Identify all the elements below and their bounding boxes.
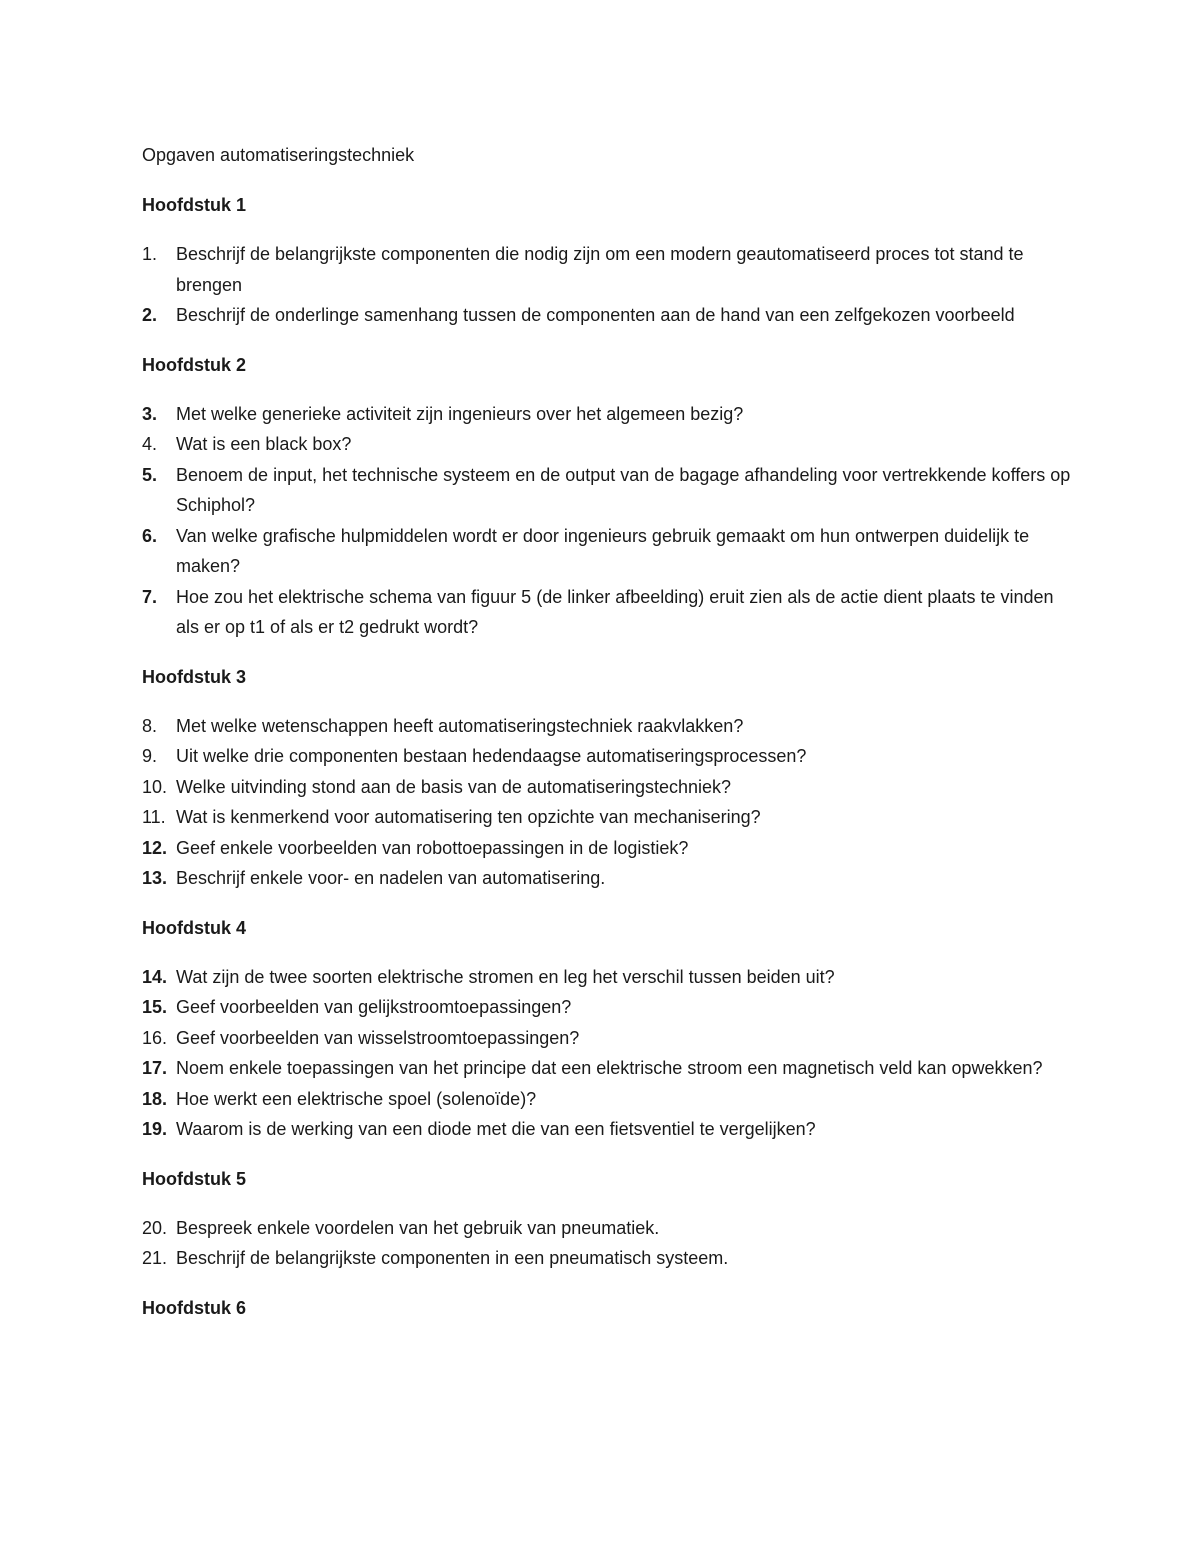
question-item	[142, 741, 1072, 772]
question-number: 1.	[142, 244, 158, 264]
question-number: 4.	[142, 434, 158, 454]
question-item	[142, 239, 1072, 300]
document-title: Opgaven automatiseringstechniek	[142, 145, 415, 165]
question-item	[142, 1084, 1072, 1115]
question-number: 18.	[142, 1088, 168, 1109]
question-item	[142, 863, 1072, 894]
chapter-section	[142, 1293, 1072, 1323]
chapters-container	[142, 190, 1072, 1323]
document-page	[142, 140, 1072, 1342]
question-text: Geef voorbeelden van wisselstroomtoepassingen?	[176, 1027, 580, 1048]
question-item	[142, 300, 1072, 331]
question-item	[142, 1243, 1072, 1274]
chapter-section	[142, 350, 1072, 643]
question-number: 7.	[142, 586, 158, 607]
question-text: Wat is een black box?	[176, 434, 352, 454]
chapter-section	[142, 190, 1072, 331]
question-item	[142, 429, 1072, 460]
chapter-heading: Hoofdstuk 3	[142, 666, 247, 687]
question-item	[142, 460, 1072, 521]
question-text: Beschrijf de belangrijkste componenten in een pneumatisch systeem.	[176, 1248, 729, 1268]
question-item	[142, 1053, 1072, 1084]
question-text: Van welke grafische hulpmiddelen wordt er door ingenieurs gebruik gemaakt om hun ontwerpen duidelijk te maken?	[176, 525, 1030, 576]
question-text: Met welke wetenschappen heeft automatiseringstechniek raakvlakken?	[176, 715, 744, 736]
question-text: Wat zijn de twee soorten elektrische stromen en leg het verschil tussen beiden uit?	[176, 966, 835, 987]
question-text: Met welke generieke activiteit zijn ingenieurs over het algemeen bezig?	[176, 403, 744, 424]
question-list	[142, 711, 1072, 894]
question-number: 2.	[142, 305, 158, 325]
question-list	[142, 962, 1072, 1145]
question-number: 21.	[142, 1248, 168, 1268]
question-text: Geef voorbeelden van gelijkstroomtoepassingen?	[176, 997, 572, 1017]
question-number: 11.	[142, 807, 166, 827]
question-number: 14.	[142, 966, 168, 987]
question-number: 3.	[142, 403, 158, 424]
question-number: 13.	[142, 868, 168, 888]
question-number: 10.	[142, 776, 168, 797]
question-number: 9.	[142, 746, 158, 766]
question-number: 17.	[142, 1058, 168, 1078]
question-text: Beschrijf de belangrijkste componenten die nodig zijn om een modern geautomatiseerd proces tot stand te brengen	[176, 244, 1024, 295]
question-item	[142, 833, 1072, 864]
question-text: Geef enkele voorbeelden van robottoepassingen in de logistiek?	[176, 837, 689, 858]
chapter-section	[142, 913, 1072, 1145]
chapter-heading: Hoofdstuk 2	[142, 354, 247, 375]
question-item	[142, 399, 1072, 430]
chapter-heading: Hoofdstuk 4	[142, 917, 247, 938]
question-number: 6.	[142, 525, 158, 546]
question-text: Welke uitvinding stond aan de basis van de automatiseringstechniek?	[176, 776, 732, 797]
question-item	[142, 1114, 1072, 1145]
chapter-heading: Hoofdstuk 6	[142, 1297, 247, 1318]
question-text: Noem enkele toepassingen van het principe dat een elektrische stroom een magnetisch veld kan opwekken?	[176, 1058, 1043, 1078]
chapter-section	[142, 1164, 1072, 1274]
question-text: Bespreek enkele voordelen van het gebruik van pneumatiek.	[176, 1217, 660, 1238]
question-item	[142, 802, 1072, 833]
question-text: Beschrijf enkele voor- en nadelen van automatisering.	[176, 868, 606, 888]
question-number: 15.	[142, 997, 168, 1017]
question-item	[142, 1023, 1072, 1054]
question-text: Wat is kenmerkend voor automatisering ten opzichte van mechanisering?	[176, 807, 761, 827]
question-text: Hoe zou het elektrische schema van figuur 5 (de linker afbeelding) eruit zien als de actie dient plaats te vinden als er op t1 of als er t2 gedrukt wordt?	[176, 586, 1054, 637]
question-number: 19.	[142, 1119, 168, 1139]
question-item	[142, 772, 1072, 803]
question-item	[142, 582, 1072, 643]
question-text: Hoe werkt een elektrische spoel (solenoïde)?	[176, 1088, 537, 1109]
chapter-heading: Hoofdstuk 1	[142, 195, 247, 215]
question-text: Waarom is de werking van een diode met die van een fietsventiel te vergelijken?	[176, 1119, 816, 1139]
question-text: Benoem de input, het technische systeem en de output van de bagage afhandeling voor vertrekkende koffers op Schiphol?	[176, 464, 1071, 515]
question-text: Beschrijf de onderlinge samenhang tussen de componenten aan de hand van een zelfgekozen voorbeeld	[176, 305, 1015, 325]
question-list	[142, 399, 1072, 643]
chapter-heading: Hoofdstuk 5	[142, 1168, 247, 1189]
question-item	[142, 1213, 1072, 1244]
question-item	[142, 992, 1072, 1023]
question-number: 16.	[142, 1027, 168, 1048]
chapter-section	[142, 662, 1072, 894]
question-list	[142, 1213, 1072, 1274]
question-text: Uit welke drie componenten bestaan hedendaagse automatiseringsprocessen?	[176, 746, 807, 766]
question-number: 12.	[142, 837, 168, 858]
question-list	[142, 239, 1072, 331]
question-item	[142, 962, 1072, 993]
question-item	[142, 521, 1072, 582]
question-number: 5.	[142, 464, 158, 485]
question-number: 8.	[142, 715, 158, 736]
question-number: 20.	[142, 1217, 168, 1238]
question-item	[142, 711, 1072, 742]
